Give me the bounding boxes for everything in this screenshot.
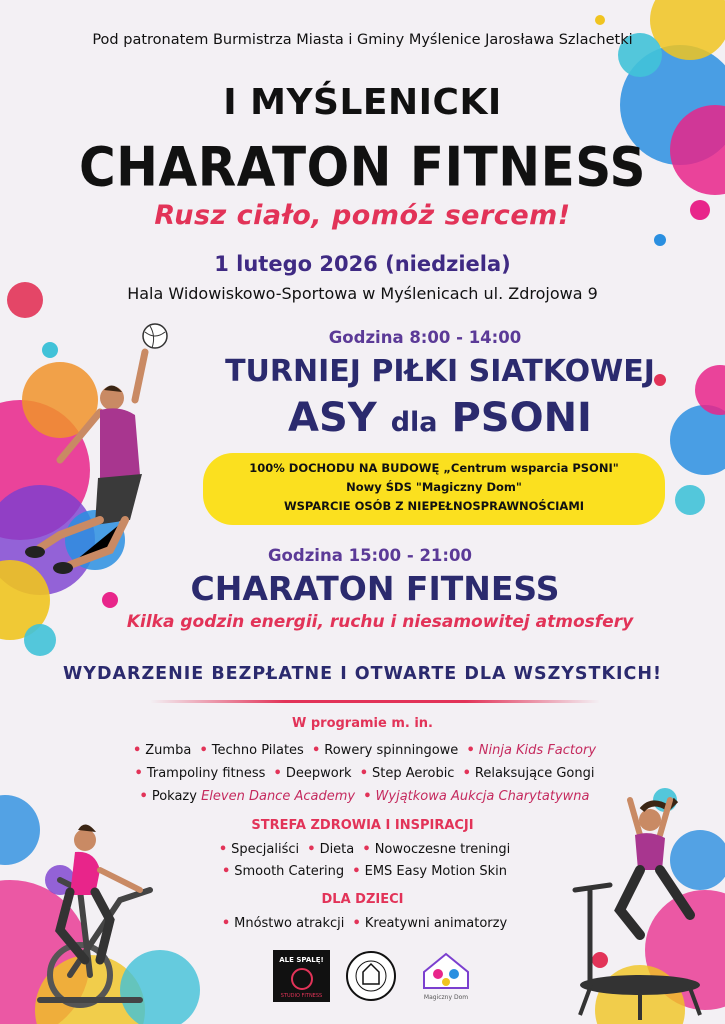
psoni-seal-logo	[345, 950, 397, 1002]
bullet: •	[221, 864, 231, 879]
event-venue: Hala Widowiskowo-Sportowa w Myślenicach ul. Zdrojowa 9	[127, 284, 598, 303]
bullet: •	[199, 743, 208, 758]
bullet: •	[311, 743, 321, 758]
health-item: EMS Easy Motion Skin	[364, 864, 508, 879]
fitness-title: CHARATON FITNESS	[190, 569, 560, 608]
health-row-1	[0, 842, 725, 857]
seal-icon	[345, 950, 397, 1002]
donation-line-3: WSPARCIE OSÓB Z NIEPEŁNOSPRAWNOŚCIAMI	[283, 499, 585, 513]
fitness-tagline: Kilka godzin energii, ruchu i niesamowitej atmosfery	[126, 612, 634, 632]
bullet: •	[352, 864, 361, 879]
health-item: Nowoczesne treningi	[374, 842, 511, 857]
program-item: Ninja Kids Factory	[478, 743, 597, 758]
volleyball-name-c: PSONI	[451, 395, 592, 441]
program-item: Trampoliny fitness	[146, 766, 266, 781]
volleyball-name-a: ASY	[288, 395, 377, 441]
volleyball-name-b: dla	[390, 407, 438, 438]
ale-spale-sub: STUDIO FITNESS	[280, 993, 323, 999]
title-line-2: CHARATON FITNESS	[78, 135, 647, 199]
program-item: Pokazy	[151, 789, 197, 804]
kids-item: Mnóstwo atrakcji	[234, 916, 345, 931]
magiczny-dom-logo	[414, 950, 478, 1002]
program-item: Deepwork	[285, 766, 352, 781]
health-row-2	[0, 864, 725, 879]
house-icon	[416, 950, 476, 990]
bullet: •	[218, 842, 228, 857]
program-item: Techno Pilates	[211, 743, 304, 758]
bullet: •	[462, 766, 471, 781]
fitness-hours: Godzina 15:00 - 21:00	[268, 546, 472, 565]
bullet: •	[359, 766, 369, 781]
donation-banner	[203, 453, 665, 525]
health-item: Smooth Catering	[234, 864, 345, 879]
program-title: W programie m. in.	[291, 716, 433, 731]
kids-item: Kreatywni animatorzy	[364, 916, 508, 931]
free-event-banner: WYDARZENIE BEZPŁATNE I OTWARTE DLA WSZYSTKICH!	[62, 664, 663, 684]
free-event-underline	[150, 700, 600, 703]
bullet: •	[221, 916, 231, 931]
health-item: Dieta	[319, 842, 355, 857]
bullet: •	[139, 789, 148, 804]
health-item: Specjaliści	[231, 842, 300, 857]
health-title: STREFA ZDROWIA I INSPIRACJI	[251, 818, 474, 833]
program-item: Step Aerobic	[372, 766, 455, 781]
bullet: •	[307, 842, 316, 857]
volleyball-title: TURNIEJ PIŁKI SIATKOWEJ	[225, 354, 655, 389]
bullet: •	[362, 842, 371, 857]
program-row-2	[0, 766, 725, 781]
program-item: Rowery spinningowe	[324, 743, 459, 758]
kids-row-1	[0, 916, 725, 931]
bullet: •	[273, 766, 282, 781]
bullet: •	[132, 743, 142, 758]
program-item: Zumba	[145, 743, 192, 758]
donation-line-1: 100% DOCHODU NA BUDOWĘ „Centrum wsparcia PSONI"	[249, 461, 619, 475]
magiczny-dom-name: Magiczny Dom	[423, 994, 469, 1001]
volleyball-name	[160, 395, 720, 441]
bullet: •	[352, 916, 361, 931]
program-item: Eleven Dance Academy	[201, 789, 356, 804]
program-item: Wyjątkowa Aukcja Charytatywna	[375, 789, 590, 804]
ale-spale-name: ALE SPALĘ!	[279, 956, 324, 964]
trampoline-illustration	[575, 800, 700, 1020]
bullet: •	[134, 766, 143, 781]
kids-title: DLA DZIECI	[321, 892, 404, 907]
title-line-1: I MYŚLENICKI	[223, 82, 502, 123]
bullet: •	[466, 743, 475, 758]
ale-spale-emblem-icon	[291, 968, 313, 990]
ale-spale-logo	[273, 950, 330, 1002]
donation-line-2: Nowy ŚDS "Magiczny Dom"	[346, 480, 522, 494]
event-date: 1 lutego 2026 (niedziela)	[214, 252, 511, 276]
program-item: Relaksujące Gongi	[474, 766, 595, 781]
patronage-text: Pod patronatem Burmistrza Miasta i Gminy Myślenice Jarosława Szlachetki	[92, 32, 633, 48]
bullet: •	[363, 789, 372, 804]
program-row-1	[0, 743, 725, 758]
program-row-3	[0, 789, 725, 804]
volleyball-hours: Godzina 8:00 - 14:00	[328, 328, 522, 347]
slogan: Rusz ciało, pomóż sercem!	[154, 200, 571, 231]
